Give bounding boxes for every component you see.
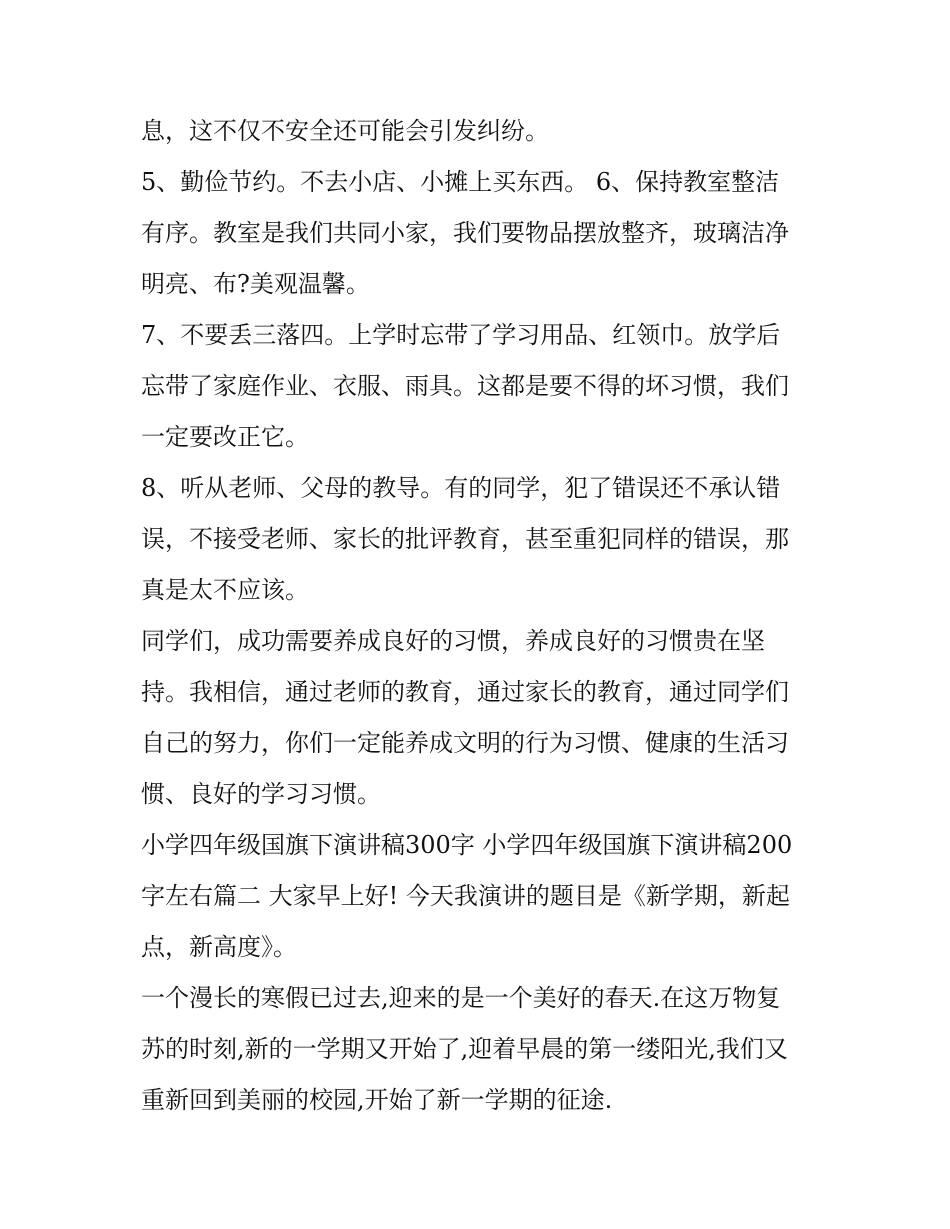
text-line: 8、听从老师、父母的教导。有的同学，犯了错误还不承认错 bbox=[141, 474, 781, 502]
text-line: 自己的努力，你们一定能养成文明的行为习惯、健康的生活习 bbox=[141, 729, 789, 757]
text-line: 惯、良好的学习习惯。 bbox=[141, 780, 381, 808]
paragraph-speech-title bbox=[141, 820, 813, 973]
paragraph-conclusion bbox=[141, 616, 813, 820]
paragraph-item-7 bbox=[141, 310, 813, 463]
text-line: 字左右篇二 大家早上好! 今天我演讲的题目是《新学期，新起 bbox=[141, 882, 790, 910]
document-body bbox=[141, 106, 813, 1126]
text-line: 苏的时刻,新的一学期又开始了,迎着早晨的第一缕阳光,我们又 bbox=[141, 1035, 788, 1063]
text-line: 真是太不应该。 bbox=[141, 576, 309, 604]
text-line: 持。我相信，通过老师的教育，通过家长的教育，通过同学们 bbox=[141, 678, 789, 706]
paragraph-item-8 bbox=[141, 463, 813, 616]
text-line: 忘带了家庭作业、衣服、雨具。这都是要不得的坏习惯，我们 bbox=[141, 372, 789, 400]
text-line: 有序。教室是我们共同小家，我们要物品摆放整齐，玻璃洁净 bbox=[141, 219, 789, 247]
text-line: 一个漫长的寒假已过去,迎来的是一个美好的春天.在这万物复 bbox=[141, 984, 781, 1012]
text-line: 5、勤俭节约。不去小店、小摊上买东西。 6、保持教室整洁 bbox=[141, 168, 780, 196]
text-line: 明亮、布?美观温馨。 bbox=[141, 270, 370, 298]
text-line: 小学四年级国旗下演讲稿300字 小学四年级国旗下演讲稿200 bbox=[141, 831, 793, 859]
text-line: 一定要改正它。 bbox=[141, 423, 309, 451]
text-line: 同学们，成功需要养成良好的习惯，养成良好的习惯贵在坚 bbox=[141, 627, 765, 655]
text-line: 点，新高度》。 bbox=[141, 933, 297, 961]
text-line: 7、不要丢三落四。上学时忘带了学习用品、红领巾。放学后 bbox=[141, 321, 781, 349]
paragraph-speech-opening bbox=[141, 973, 813, 1126]
paragraph-continuation bbox=[141, 106, 813, 157]
paragraph-item-5-6 bbox=[141, 157, 813, 310]
text-line: 重新回到美丽的校园,开始了新一学期的征途. bbox=[141, 1086, 613, 1114]
text-line: 误，不接受老师、家长的批评教育，甚至重犯同样的错误，那 bbox=[141, 525, 789, 553]
text-line: 息，这不仅不安全还可能会引发纠纷。 bbox=[141, 117, 549, 145]
